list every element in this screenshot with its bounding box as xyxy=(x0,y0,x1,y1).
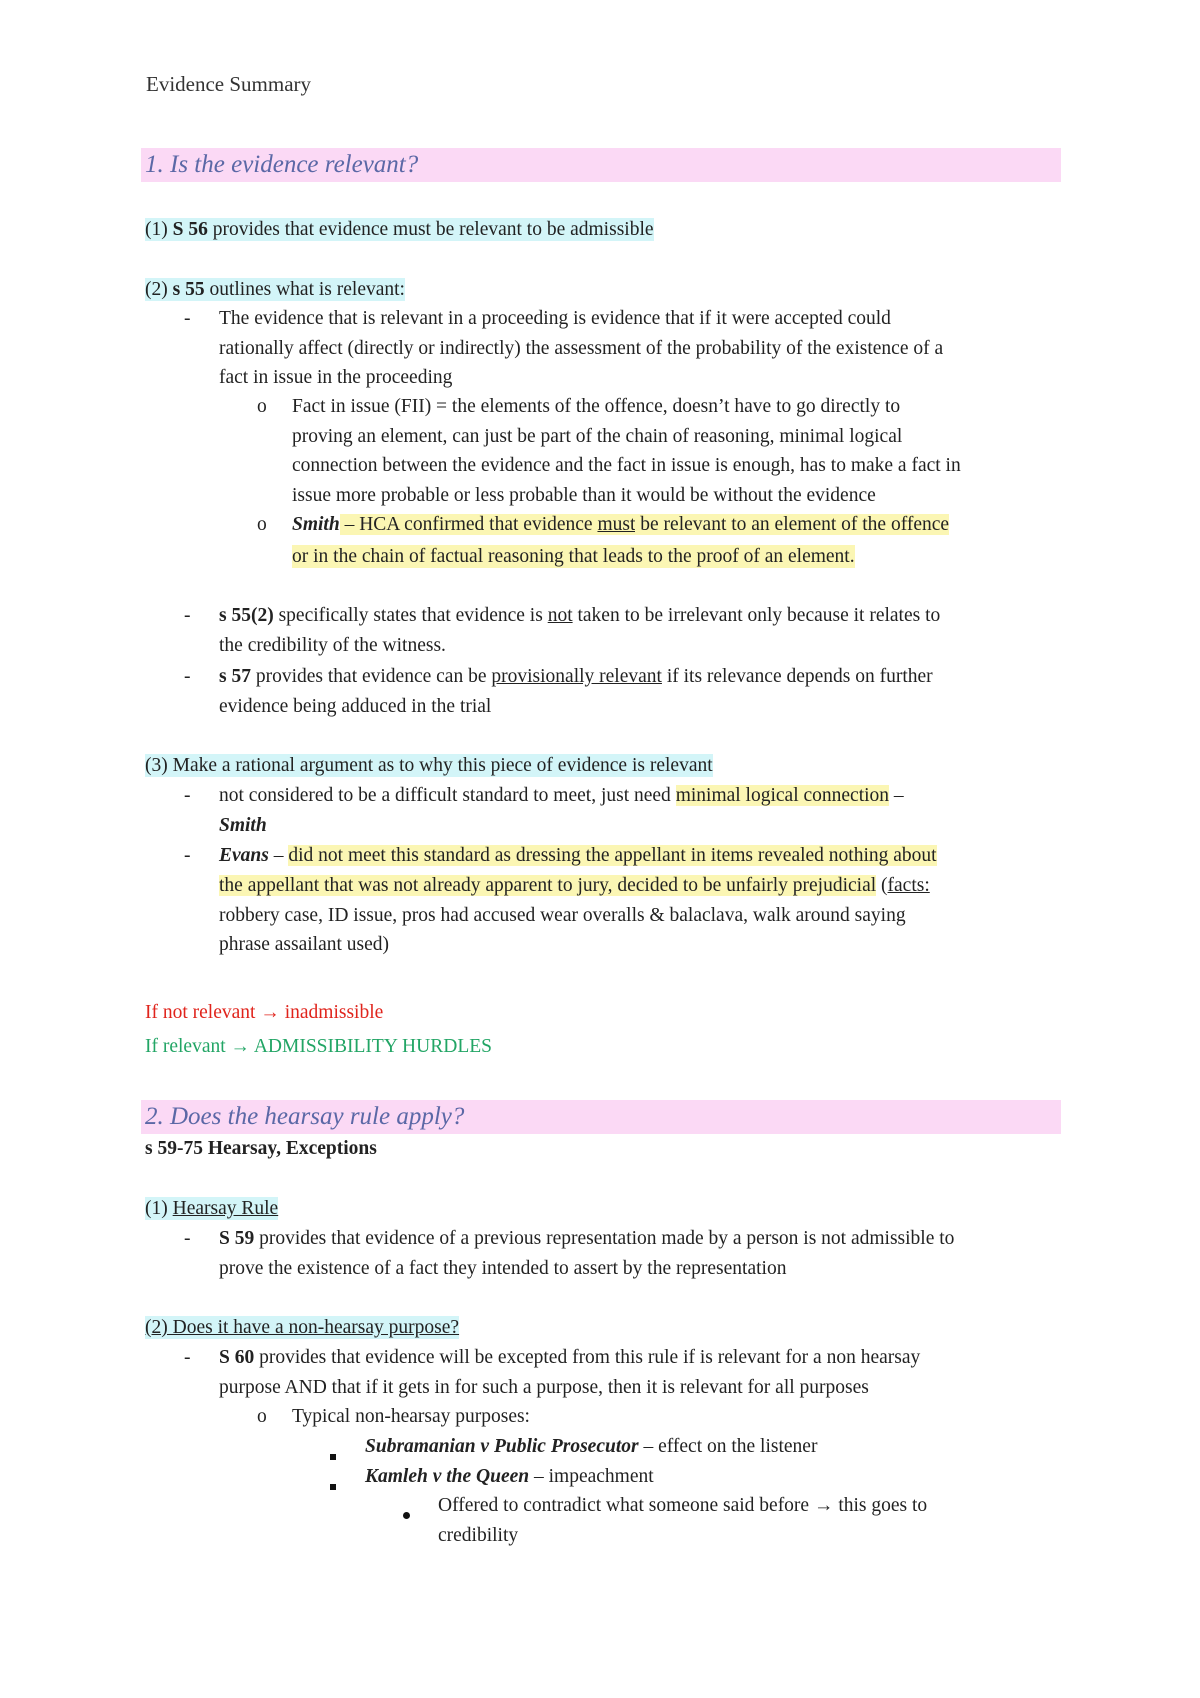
section-2-heading: 2. Does the hearsay rule apply? xyxy=(145,1103,465,1130)
kamleh-detail-line: credibility xyxy=(438,1525,519,1546)
o-marker: o xyxy=(257,514,267,535)
s57-line: s 57 provides that evidence can be provisionally relevant if its relevance depends on further xyxy=(219,666,933,687)
dash-marker: - xyxy=(184,1228,191,1249)
point-3-argument: (3) Make a rational argument as to why this piece of evidence is relevant xyxy=(145,755,713,776)
smith-case-line: or in the chain of factual reasoning that leads to the proof of an element. xyxy=(292,546,855,567)
evans-case-line: phrase assailant used) xyxy=(219,934,390,955)
relevant-outcome: If relevant → ADMISSIBILITY HURDLES xyxy=(145,1036,492,1057)
dash-marker: - xyxy=(184,308,191,329)
s55-definition-line: fact in issue in the proceeding xyxy=(219,367,453,388)
dash-marker: - xyxy=(184,845,191,866)
fii-line: issue more probable or less probable than it would be without the evidence xyxy=(292,485,876,506)
standard-line: not considered to be a difficult standard to meet, just need minimal logical connection – xyxy=(219,785,904,806)
dash-marker: - xyxy=(184,666,191,687)
s60-line: purpose AND that if it gets in for such a purpose, then it is relevant for all purposes xyxy=(219,1377,869,1398)
fii-line: proving an element, can just be part of the chain of reasoning, minimal logical xyxy=(292,426,903,447)
point-2-s55: (2) s 55 outlines what is relevant: xyxy=(145,279,405,300)
not-relevant-outcome: If not relevant → inadmissible xyxy=(145,1002,384,1023)
section-1-heading: 1. Is the evidence relevant? xyxy=(145,151,419,178)
s60-line: S 60 provides that evidence will be excepted from this rule if is relevant for a non hearsay xyxy=(219,1347,921,1368)
smith-case-line: Smith – HCA confirmed that evidence must be relevant to an element of the offence xyxy=(292,514,950,535)
s55-2-line: the credibility of the witness. xyxy=(219,635,446,656)
kamleh-line: Kamleh v the Queen – impeachment xyxy=(365,1466,654,1487)
kamleh-detail-line: Offered to contradict what someone said before → this goes to xyxy=(438,1495,928,1516)
s59-line: prove the existence of a fact they intended to assert by the representation xyxy=(219,1258,787,1279)
subramanian-line: Subramanian v Public Prosecutor – effect on the listener xyxy=(365,1436,818,1457)
s55-definition-line: The evidence that is relevant in a proceeding is evidence that if it were accepted could xyxy=(219,308,891,329)
evans-case-line: the appellant that was not already apparent to jury, decided to be unfairly prejudicial (facts: xyxy=(219,875,930,896)
hearsay-subheading: s 59-75 Hearsay, Exceptions xyxy=(145,1138,377,1159)
point-1-relevance: (1) S 56 provides that evidence must be relevant to be admissible xyxy=(145,219,654,240)
s55-2-line: s 55(2) specifically states that evidence is not taken to be irrelevant only because it relates to xyxy=(219,605,941,626)
fii-line: connection between the evidence and the fact in issue is enough, has to make a fact in xyxy=(292,455,961,476)
s57-line: evidence being adduced in the trial xyxy=(219,696,492,717)
o-marker: o xyxy=(257,396,267,417)
square-bullet-icon xyxy=(330,1443,336,1466)
point-1-hearsay-rule: (1) Hearsay Rule xyxy=(145,1198,279,1219)
typical-purposes-line: Typical non-hearsay purposes: xyxy=(292,1406,530,1427)
evans-case-line: Evans – did not meet this standard as dressing the appellant in items revealed nothing about xyxy=(219,845,937,866)
point-2-non-hearsay-purpose: (2) Does it have a non-hearsay purpose? xyxy=(145,1317,460,1338)
s55-definition-line: rationally affect (directly or indirectly) the assessment of the probability of the existence of a xyxy=(219,338,944,359)
dash-marker: - xyxy=(184,605,191,626)
round-bullet-icon xyxy=(403,1502,410,1525)
document-title: Evidence Summary xyxy=(146,72,312,96)
standard-line-case: Smith xyxy=(219,815,267,836)
dash-marker: - xyxy=(184,785,191,806)
square-bullet-icon xyxy=(330,1473,336,1496)
evans-case-line: robbery case, ID issue, pros had accused wear overalls & balaclava, walk around saying xyxy=(219,905,906,926)
o-marker: o xyxy=(257,1406,267,1427)
s59-line: S 59 provides that evidence of a previous representation made by a person is not admissible to xyxy=(219,1228,955,1249)
dash-marker: - xyxy=(184,1347,191,1368)
fii-line: Fact in issue (FII) = the elements of the offence, doesn’t have to go directly to xyxy=(292,396,901,417)
